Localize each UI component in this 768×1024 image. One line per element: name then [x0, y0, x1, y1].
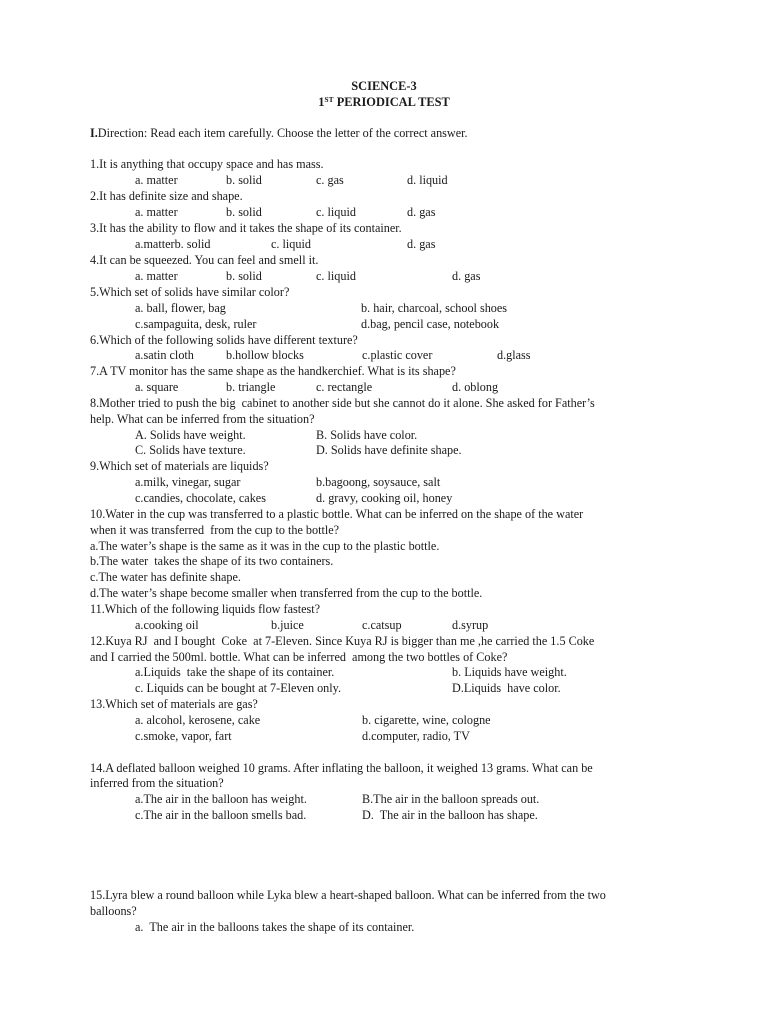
- option-a: a. matter: [135, 269, 178, 283]
- option-c: c.The water has definite shape.: [90, 570, 241, 584]
- option-a: a.The water’s shape is the same as it was in the cup to the plastic bottle.: [90, 539, 440, 553]
- question-stem: 9.Which set of materials are liquids?: [90, 459, 269, 473]
- option-c: c.sampaguita, desk, ruler: [135, 317, 257, 331]
- test-title-text: PERIODICAL TEST: [333, 95, 450, 109]
- option-b: b. hair, charcoal, school shoes: [361, 301, 508, 315]
- option-d: d. gas: [452, 269, 481, 283]
- option-a: a.Liquids take the shape of its container.: [135, 665, 335, 679]
- option-c: c.plastic cover: [362, 348, 433, 362]
- option-b: b.juice: [271, 618, 304, 632]
- option-d: d.glass: [497, 348, 531, 362]
- question-stem: 7.A TV monitor has the same shape as the handkerchief. What is its shape?: [90, 364, 456, 378]
- option-b: b. triangle: [226, 380, 276, 394]
- option-d: d. liquid: [407, 173, 448, 187]
- question-stem-line-1: 8.Mother tried to push the big cabinet to another side but she cannot do it alone. She asked for Father’s: [90, 396, 595, 410]
- option-c: c. liquid: [316, 205, 356, 219]
- option-a: a. The air in the balloons takes the shape of its container.: [135, 920, 415, 934]
- option-d: d.syrup: [452, 618, 489, 632]
- option-c: c. Liquids can be bought at 7-Eleven only.: [135, 681, 342, 695]
- option-d: D. The air in the balloon has shape.: [362, 808, 538, 822]
- option-d: d. gravy, cooking oil, honey: [316, 491, 453, 505]
- option-b: b. solid: [226, 173, 262, 187]
- question-stem: 5.Which set of solids have similar color?: [90, 285, 290, 299]
- option-d: D.Liquids have color.: [452, 681, 561, 695]
- question-stem-line-2: help. What can be inferred from the situation?: [90, 412, 315, 426]
- option-b: B. Solids have color.: [316, 428, 418, 442]
- option-d: d.computer, radio, TV: [362, 729, 470, 743]
- option-a: a. matter: [135, 173, 178, 187]
- subject-title: SCIENCE-3: [351, 79, 417, 93]
- option-b: b. solid: [226, 269, 262, 283]
- option-ab: a.matterb. solid: [135, 237, 211, 251]
- option-a: a.cooking oil: [135, 618, 199, 632]
- option-b: b.hollow blocks: [226, 348, 304, 362]
- option-d: d.bag, pencil case, notebook: [361, 317, 500, 331]
- option-a: a. square: [135, 380, 179, 394]
- option-a: A. Solids have weight.: [135, 428, 246, 442]
- option-c: c.The air in the balloon smells bad.: [135, 808, 307, 822]
- question-stem-line-1: 12.Kuya RJ and I bought Coke at 7-Eleven. Since Kuya RJ is bigger than me ,he carried the 1.5 Coke: [90, 634, 595, 648]
- direction-text: Direction: Read each item carefully. Choose the letter of the correct answer.: [97, 126, 468, 140]
- question-stem: 1.It is anything that occupy space and has mass.: [90, 157, 324, 171]
- test-ordinal-suffix: ST: [324, 95, 334, 104]
- question-stem: 13.Which set of materials are gas?: [90, 697, 258, 711]
- question-stem-line-1: 15.Lyra blew a round balloon while Lyka blew a heart-shaped balloon. What can be inferred from the two: [90, 888, 606, 902]
- option-c: c. rectangle: [316, 380, 373, 394]
- option-c: c. liquid: [316, 269, 356, 283]
- question-stem-line-2: balloons?: [90, 904, 137, 918]
- question-stem-line-2: and I carried the 500ml. bottle. What can be inferred among the two bottles of Coke?: [90, 650, 508, 664]
- option-c: c.smoke, vapor, fart: [135, 729, 232, 743]
- question-stem: 11.Which of the following liquids flow fastest?: [90, 602, 321, 616]
- section-roman: I.: [90, 126, 98, 140]
- question-stem: 4.It can be squeezed. You can feel and smell it.: [90, 253, 319, 267]
- test-number: 1: [318, 95, 325, 109]
- option-d: d.The water’s shape become smaller when transferred from the cup to the bottle.: [90, 586, 483, 600]
- option-b: b.bagoong, soysauce, salt: [316, 475, 441, 489]
- question-stem: 2.It has definite size and shape.: [90, 189, 243, 203]
- option-d: d. gas: [407, 237, 436, 251]
- option-b: b. cigarette, wine, cologne: [362, 713, 491, 727]
- option-d: d. oblong: [452, 380, 499, 394]
- question-stem: 3.It has the ability to flow and it takes the shape of its container.: [90, 221, 402, 235]
- test-title: [0, 95, 768, 111]
- option-c: c.catsup: [362, 618, 402, 632]
- question-stem-line-1: 14.A deflated balloon weighed 10 grams. After inflating the balloon, it weighed 13 grams. What can be: [90, 761, 593, 775]
- option-a: a.satin cloth: [135, 348, 194, 362]
- option-c: c. gas: [316, 173, 344, 187]
- option-c: c.candies, chocolate, cakes: [135, 491, 266, 505]
- question-stem-line-1: 10.Water in the cup was transferred to a plastic bottle. What can be inferred on the shape of the water: [90, 507, 584, 521]
- question-stem: 6.Which of the following solids have different texture?: [90, 333, 358, 347]
- option-c: C. Solids have texture.: [135, 443, 246, 457]
- option-a: a. matter: [135, 205, 178, 219]
- option-b: b.The water takes the shape of its two containers.: [90, 554, 334, 568]
- option-b: B.The air in the balloon spreads out.: [362, 792, 540, 806]
- question-stem-line-2: when it was transferred from the cup to the bottle?: [90, 523, 340, 537]
- direction-line: [90, 126, 468, 142]
- option-a: a.milk, vinegar, sugar: [135, 475, 241, 489]
- option-d: d. gas: [407, 205, 436, 219]
- option-c: c. liquid: [271, 237, 311, 251]
- option-a: a. alcohol, kerosene, cake: [135, 713, 261, 727]
- option-b: b. solid: [226, 205, 262, 219]
- question-stem-line-2: inferred from the situation?: [90, 776, 224, 790]
- option-a: a. ball, flower, bag: [135, 301, 226, 315]
- option-b: b. Liquids have weight.: [452, 665, 567, 679]
- option-d: D. Solids have definite shape.: [316, 443, 462, 457]
- option-a: a.The air in the balloon has weight.: [135, 792, 307, 806]
